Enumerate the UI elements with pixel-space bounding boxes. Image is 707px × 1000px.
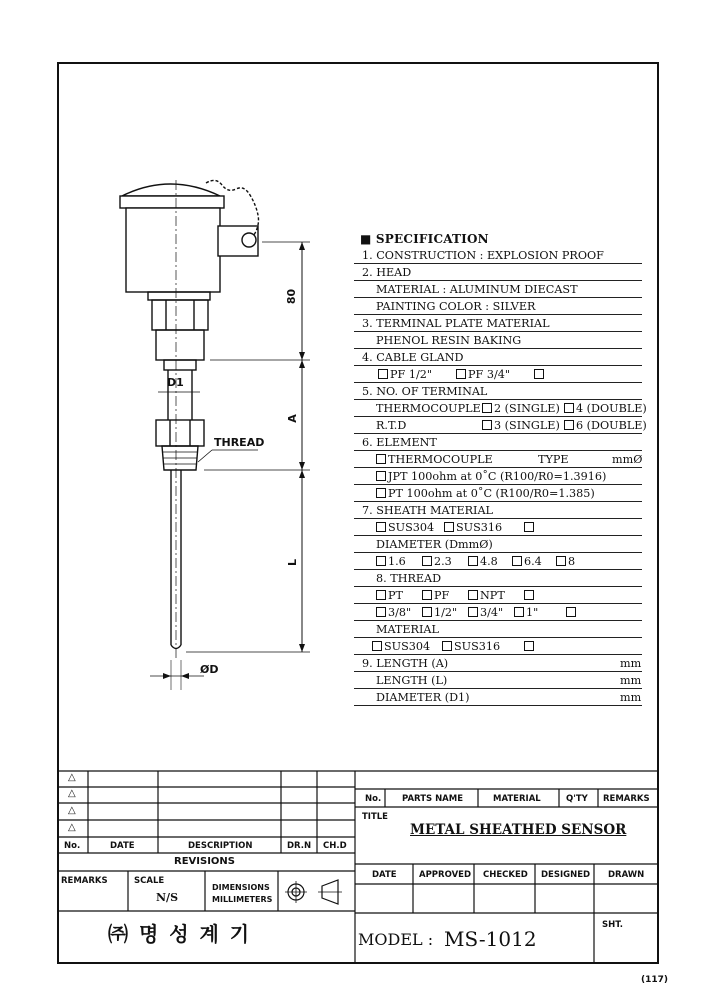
spec-row: 6. ELEMENT <box>354 434 642 451</box>
remarks-label: REMARKS <box>61 876 108 886</box>
dim-od-label: ØD <box>200 663 219 676</box>
spec-row: PAINTING COLOR : SILVER <box>354 298 642 315</box>
dim-a-label: A <box>285 414 299 423</box>
spec-row: 3/8" 1/2" 3/4" 1" <box>354 604 642 621</box>
spec-row: JPT 100ohm at 0˚C (R100/R0=1.3916) <box>354 468 642 485</box>
revision-triangle: △ <box>68 788 76 799</box>
dim-d1-label: D1 <box>167 376 184 389</box>
spec-row: 1. CONSTRUCTION : EXPLOSION PROOF <box>354 247 642 264</box>
thread-label: THREAD <box>214 436 265 449</box>
dim-l-label: L <box>286 558 300 567</box>
drawing-title: METAL SHEATHED SENSOR <box>410 822 627 838</box>
spec-row: MATERIAL : ALUMINUM DIECAST <box>354 281 642 298</box>
checked-header: CHECKED <box>483 870 528 880</box>
revision-triangle: △ <box>68 822 76 833</box>
spec-row: LENGTH (L) mm <box>354 672 642 689</box>
spec-row: SUS304 SUS316 <box>354 519 642 536</box>
dim-80-label: 80 <box>285 288 299 305</box>
spec-row: DIAMETER (D1) mm <box>354 689 642 706</box>
rev-no-header: No. <box>64 841 81 851</box>
parts-no-header: No. <box>365 794 382 804</box>
sheet-label: SHT. <box>602 920 623 930</box>
scale-label: SCALE <box>134 876 165 886</box>
spec-row: MATERIAL <box>354 621 642 638</box>
dimensions-label: DIMENSIONS <box>212 883 270 892</box>
model-label: MODEL : <box>358 930 434 949</box>
spec-row: DIAMETER (DmmØ) <box>354 536 642 553</box>
page-number: (117) <box>641 975 669 985</box>
qty-header: Q'TY <box>566 794 588 804</box>
title-label: TITLE <box>362 812 388 822</box>
model-number: MS-1012 <box>444 927 537 951</box>
rev-drn-header: DR.N <box>287 841 312 851</box>
remarks-header: REMARKS <box>603 794 650 804</box>
spec-row: PHENOL RESIN BAKING <box>354 332 642 349</box>
spec-row: 5. NO. OF TERMINAL <box>354 383 642 400</box>
rev-chd-header: CH.D <box>323 841 347 851</box>
spec-row: PT PF NPT <box>354 587 642 604</box>
revision-triangle: △ <box>68 805 76 816</box>
spec-row: PT 100ohm at 0˚C (R100/R0=1.385) <box>354 485 642 502</box>
revisions-label: REVISIONS <box>174 856 235 867</box>
spec-row: 2. HEAD <box>354 264 642 281</box>
spec-row: R.T.D 3 (SINGLE) 6 (DOUBLE) <box>354 417 642 434</box>
spec-row: 4. CABLE GLAND <box>354 349 642 366</box>
spec-row: 7. SHEATH MATERIAL <box>354 502 642 519</box>
scale-value: N/S <box>156 891 179 904</box>
spec-row: PF 1/2" PF 3/4" <box>354 366 642 383</box>
spec-row: 8. THREAD <box>354 570 642 587</box>
spec-row: 3. TERMINAL PLATE MATERIAL <box>354 315 642 332</box>
spec-row: THERMOCOUPLE TYPE mmØ <box>354 451 642 468</box>
designed-header: DESIGNED <box>541 870 591 880</box>
approved-header: APPROVED <box>419 870 472 880</box>
rev-date-header: DATE <box>110 841 135 851</box>
material-header: MATERIAL <box>493 794 541 804</box>
revision-triangle: △ <box>68 772 76 783</box>
spec-row: 1.6 2.3 4.8 6.4 8 <box>354 553 642 570</box>
spec-heading: ■ SPECIFICATION <box>360 232 489 246</box>
spec-row: SUS304 SUS316 <box>354 638 642 655</box>
drawn-header: DRAWN <box>608 870 645 880</box>
spec-row: THERMOCOUPLE 2 (SINGLE) 4 (DOUBLE) <box>354 400 642 417</box>
spec-row: 9. LENGTH (A) mm <box>354 655 642 672</box>
company-name: ㈜ 명 성 계 기 <box>108 922 252 946</box>
millimeters-label: MILLIMETERS <box>212 895 273 904</box>
date-header: DATE <box>372 870 397 880</box>
parts-name-header: PARTS NAME <box>402 794 464 804</box>
rev-description-header: DESCRIPTION <box>188 841 253 851</box>
